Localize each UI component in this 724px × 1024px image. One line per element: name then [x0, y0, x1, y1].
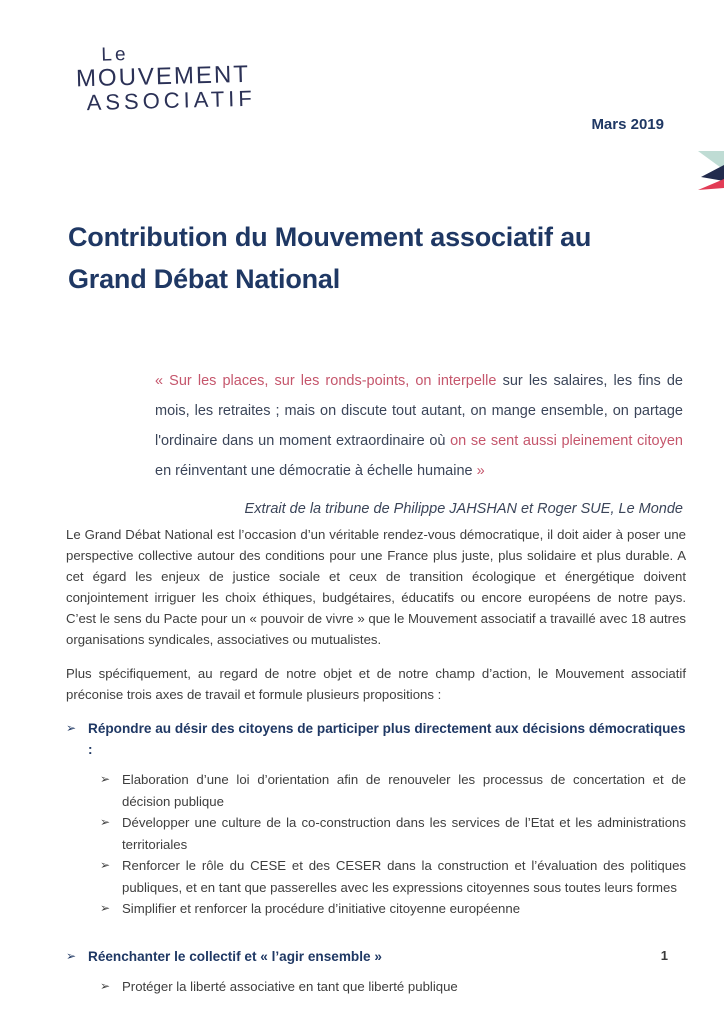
- bullet-text: Simplifier et renforcer la procédure d’initiative citoyenne européenne: [122, 901, 521, 916]
- intro-paragraphs: [66, 524, 686, 705]
- bullet-item: [100, 769, 686, 812]
- section-bullets: [66, 769, 686, 920]
- quote-attribution: Extrait de la tribune de Philippe JAHSHAN et Roger SUE, Le Monde: [244, 501, 683, 517]
- document-date: Mars 2019: [591, 116, 664, 133]
- logo-line-2: MOUVEMENT: [75, 60, 251, 93]
- quote-segment: »: [476, 463, 485, 479]
- quote-text: [155, 366, 683, 486]
- bullet-text: Développer une culture de la co-construction dans les services de l’Etat et les administrations territoriales: [122, 815, 686, 852]
- quote-segment: « Sur les places, sur les ronds-points, on interpelle: [155, 373, 503, 389]
- arrow-bullet-icon: ➢: [100, 901, 111, 915]
- quote-segment: en réinventant une démocratie à échelle humaine: [155, 463, 477, 479]
- bullet-text: Elaboration d’une loi d’orientation afin de renouveler les processus de concertation et de décision publique: [122, 772, 686, 809]
- bullet-item: [100, 855, 686, 898]
- arrow-bullet-icon: ➢: [66, 721, 77, 735]
- mouvement-associatif-logo: [75, 42, 256, 115]
- section-heading: [66, 718, 686, 760]
- section-heading-text: Réenchanter le collectif et « l’agir ensemble »: [88, 948, 382, 964]
- proposal-section: [66, 718, 686, 920]
- bullet-item: [100, 976, 686, 998]
- arrow-bullet-icon: ➢: [100, 978, 111, 993]
- proposal-section: [66, 946, 686, 998]
- quote-segment: sur les salaires, les fins de mois, les retraites ; mais on discute tout autant, on mange ensemble, on partage l'ordinaire dans un moment extraordinaire où: [155, 373, 684, 449]
- bullet-item: [100, 812, 686, 855]
- quote-segment: on se sent aussi pleinement citoyen: [450, 433, 683, 449]
- page-number: 1: [660, 948, 668, 963]
- proposal-sections: [66, 718, 686, 997]
- paragraph: Plus spécifiquement, au regard de notre objet et de notre champ d’action, le Mouvement associatif préconise trois axes de travail et formule plusieurs propositions :: [66, 666, 686, 702]
- arrow-bullet-icon: ➢: [100, 772, 111, 786]
- page-title: [68, 216, 708, 300]
- logo-line-3: ASSOCIATIF: [86, 85, 257, 116]
- section-bullets: [66, 976, 686, 998]
- section-heading: [66, 946, 686, 967]
- corner-arrow-icon: [698, 146, 724, 192]
- title-line-2: Grand Débat National: [68, 264, 341, 294]
- section-heading-text: Répondre au désir des citoyens de participer plus directement aux décisions démocratiques :: [88, 721, 686, 757]
- arrow-bullet-icon: ➢: [66, 948, 77, 963]
- bullet-item: [100, 898, 686, 920]
- body-content: [66, 524, 686, 997]
- arrow-bullet-icon: ➢: [100, 858, 111, 872]
- paragraph: Le Grand Débat National est l’occasion d’un véritable rendez-vous démocratique, il doit aider à poser une perspective collective autour des conditions pour une France plus juste, plus solidaire et plus durable. A cet égard les enjeux de justice sociale et ceux de transition écologique et énergétique doivent conjointement irriguer les choix éthiques, budgétaires, éducatifs ou encore européens de notre pays. C’est le sens du Pacte pour un « pouvoir de vivre » que le Mouvement associatif a travaillé avec 18 autres organisations syndicales, associatives ou mutualistes.: [66, 527, 686, 647]
- bullet-text: Protéger la liberté associative en tant que liberté publique: [122, 978, 458, 994]
- logo-line-1: Le: [101, 43, 129, 66]
- quote-block: [155, 366, 683, 517]
- title-line-1: Contribution du Mouvement associatif au: [68, 222, 592, 252]
- bullet-text: Renforcer le rôle du CESE et des CESER dans la construction et l’évaluation des politiques publiques, et en tant que passerelles avec les expressions citoyennes sous toutes leurs formes: [122, 858, 686, 895]
- arrow-bullet-icon: ➢: [100, 815, 111, 829]
